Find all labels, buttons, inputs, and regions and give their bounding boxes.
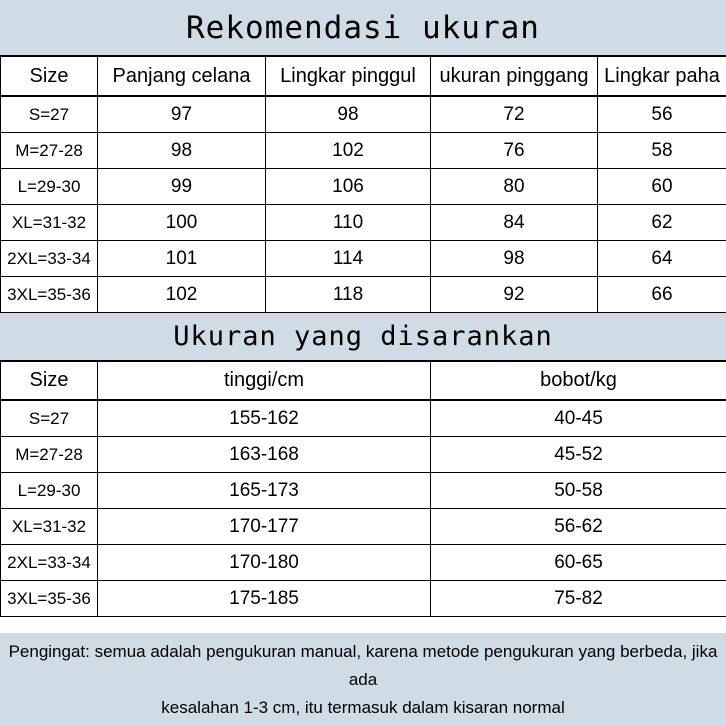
table-row <box>1 277 726 313</box>
section-subtitle: Ukuran yang disarankan <box>173 321 553 352</box>
table-row <box>1 169 726 205</box>
height-weight-table <box>0 360 726 617</box>
page-title: Rekomendasi ukuran <box>186 9 540 46</box>
value-cell: 100 <box>98 205 266 241</box>
size-label-cell: L=29-30 <box>1 473 98 509</box>
column-header: Panjang celana <box>98 56 266 96</box>
value-cell: 75-82 <box>431 581 726 617</box>
value-cell: 102 <box>266 133 431 169</box>
value-cell: 84 <box>431 205 598 241</box>
column-header: bobot/kg <box>431 361 726 400</box>
size-label-cell: L=29-30 <box>1 169 98 205</box>
value-cell: 110 <box>266 205 431 241</box>
table-row <box>1 400 726 437</box>
measurement-table-header-row <box>1 56 726 96</box>
value-cell: 40-45 <box>431 400 726 437</box>
value-cell: 163-168 <box>98 437 431 473</box>
column-header: tinggi/cm <box>98 361 431 400</box>
white-gap <box>0 617 726 633</box>
size-label-cell: 2XL=33-34 <box>1 241 98 277</box>
value-cell: 155-162 <box>98 400 431 437</box>
size-label-cell: S=27 <box>1 400 98 437</box>
recommended-size-title-band <box>0 313 726 360</box>
column-header: ukuran pinggang <box>431 56 598 96</box>
size-label-cell: M=27-28 <box>1 437 98 473</box>
table-row <box>1 545 726 581</box>
value-cell: 62 <box>598 205 726 241</box>
size-measurement-table <box>0 55 726 313</box>
table-row <box>1 509 726 545</box>
value-cell: 56 <box>598 96 726 133</box>
note-line-1: Pengingat: semua adalah pengukuran manual, karena metode pengukuran yang berbeda, jika ada <box>8 641 718 689</box>
column-header: Lingkar pinggul <box>266 56 431 96</box>
size-label-cell: XL=31-32 <box>1 205 98 241</box>
size-label-cell: 2XL=33-34 <box>1 545 98 581</box>
measurement-table-body <box>1 96 726 313</box>
page-title-band <box>0 0 726 55</box>
size-label-cell: 3XL=35-36 <box>1 581 98 617</box>
table-row <box>1 205 726 241</box>
value-cell: 170-177 <box>98 509 431 545</box>
value-cell: 118 <box>266 277 431 313</box>
value-cell: 98 <box>98 133 266 169</box>
column-header: Size <box>1 361 98 400</box>
value-cell: 64 <box>598 241 726 277</box>
value-cell: 50-58 <box>431 473 726 509</box>
value-cell: 80 <box>431 169 598 205</box>
value-cell: 97 <box>98 96 266 133</box>
value-cell: 175-185 <box>98 581 431 617</box>
height-weight-table-header-row <box>1 361 726 400</box>
value-cell: 98 <box>431 241 598 277</box>
value-cell: 165-173 <box>98 473 431 509</box>
table-row <box>1 581 726 617</box>
value-cell: 98 <box>266 96 431 133</box>
table-row <box>1 473 726 509</box>
value-cell: 170-180 <box>98 545 431 581</box>
value-cell: 99 <box>98 169 266 205</box>
value-cell: 60-65 <box>431 545 726 581</box>
table-row <box>1 133 726 169</box>
table-row <box>1 96 726 133</box>
value-cell: 101 <box>98 241 266 277</box>
value-cell: 56-62 <box>431 509 726 545</box>
note-line-2: kesalahan 1-3 cm, itu termasuk dalam kisaran normal <box>161 697 565 717</box>
value-cell: 72 <box>431 96 598 133</box>
column-header: Lingkar paha <box>598 56 726 96</box>
column-header: Size <box>1 56 98 96</box>
value-cell: 66 <box>598 277 726 313</box>
value-cell: 102 <box>98 277 266 313</box>
value-cell: 106 <box>266 169 431 205</box>
table-row <box>1 241 726 277</box>
size-label-cell: M=27-28 <box>1 133 98 169</box>
value-cell: 92 <box>431 277 598 313</box>
value-cell: 45-52 <box>431 437 726 473</box>
size-label-cell: XL=31-32 <box>1 509 98 545</box>
height-weight-table-body <box>1 400 726 617</box>
value-cell: 76 <box>431 133 598 169</box>
value-cell: 114 <box>266 241 431 277</box>
size-label-cell: 3XL=35-36 <box>1 277 98 313</box>
size-label-cell: S=27 <box>1 96 98 133</box>
reminder-note <box>0 633 726 726</box>
value-cell: 60 <box>598 169 726 205</box>
table-row <box>1 437 726 473</box>
value-cell: 58 <box>598 133 726 169</box>
